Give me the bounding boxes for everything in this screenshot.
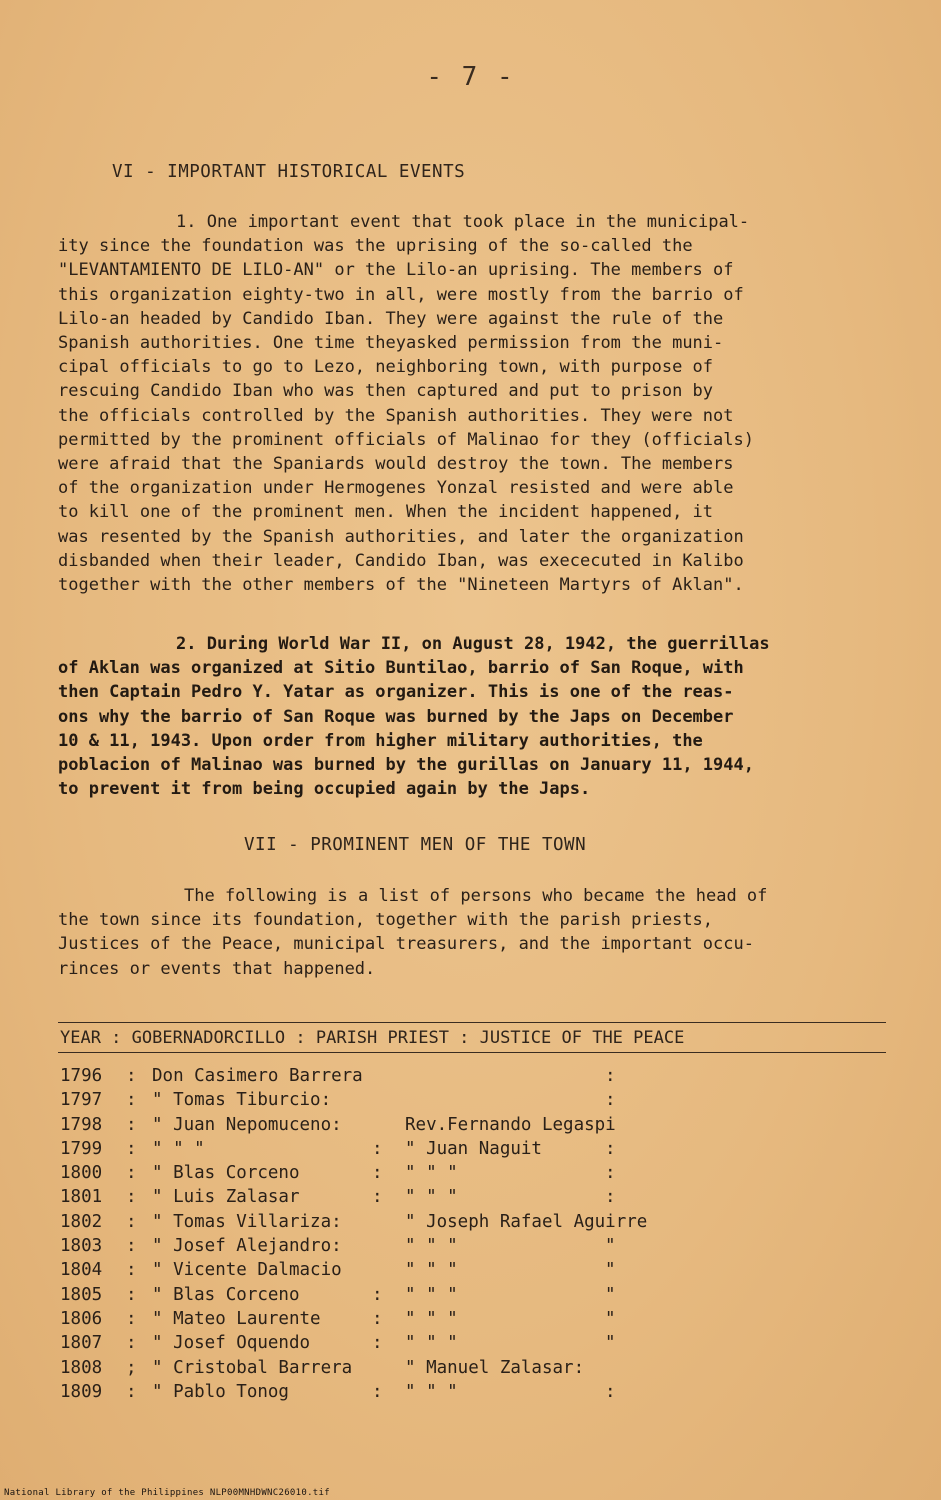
parish-priest-cell: " " "	[405, 1284, 458, 1305]
parish-priest-cell: " " "	[405, 1333, 458, 1354]
parish-priest-cell: Rev.Fernando Legaspi	[405, 1114, 616, 1135]
section-heading-prominent-men: VII - PROMINENT MEN OF THE TOWN	[244, 835, 587, 855]
parish-priest-cell: " Joseph Rafael Aguirre	[405, 1211, 648, 1232]
gobernadorcillo-cell: " Luis Zalasar	[152, 1187, 300, 1208]
gobernadorcillo-cell: " Mateo Laurente	[152, 1308, 321, 1329]
gobernadorcillo-cell: " " "	[152, 1138, 205, 1159]
parish-priest-cell: " " "	[405, 1236, 458, 1257]
table-row: 1809 : " Pablo Tonog : " " " :	[60, 1381, 616, 1402]
table-row: 1808 ; " Cristobal Barrera " Manuel Zalasar:	[60, 1357, 585, 1378]
parish-priest-cell: " Manuel Zalasar:	[405, 1357, 585, 1378]
table-header-rule	[58, 1052, 886, 1053]
table-top-rule	[58, 1022, 886, 1023]
year-cell: 1801	[60, 1187, 103, 1208]
gobernadorcillo-cell: " Blas Corceno	[152, 1284, 300, 1305]
year-cell: 1797	[60, 1090, 103, 1111]
table-header: YEAR : GOBERNADORCILLO : PARISH PRIEST : JUSTICE OF THE PEACE	[60, 1028, 685, 1048]
parish-priest-cell: " " "	[405, 1163, 458, 1184]
gobernadorcillo-cell: " Cristobal Barrera	[152, 1357, 353, 1378]
year-cell: 1800	[60, 1163, 103, 1184]
parish-priest-cell: " " "	[405, 1260, 458, 1281]
parish-priest-cell: " " "	[405, 1381, 458, 1402]
section-heading-historical-events: VI - IMPORTANT HISTORICAL EVENTS	[112, 162, 466, 182]
year-cell: 1798	[60, 1114, 103, 1135]
year-cell: 1806	[60, 1308, 103, 1329]
table-row: 1799 : " " " : " Juan Naguit :	[60, 1138, 616, 1159]
year-cell: 1802	[60, 1211, 103, 1232]
table-row: 1800 : " Blas Corceno : " " " :	[60, 1163, 616, 1184]
parish-priest-cell: " " "	[405, 1187, 458, 1208]
year-cell: 1805	[60, 1284, 103, 1305]
gobernadorcillo-cell: " Juan Nepomuceno:	[152, 1114, 342, 1135]
gobernadorcillo-cell: " Vicente Dalmacio	[152, 1260, 342, 1281]
gobernadorcillo-cell: " Josef Alejandro:	[152, 1236, 342, 1257]
year-cell: 1803	[60, 1236, 103, 1257]
paragraph-lilo-an-uprising: 1. One important event that took place in the municipal- ity since the foundation was the uprising of the so-called the "LEVANTAMIENTO DE LILO-AN" or the Lilo-an uprising. The members of this organization eighty-two in all, were mostly from the barrio of Lilo-an headed by Candido Iban. They were against the rule of the Spanish authorities. One time theyasked permission from the muni- cipal officials to go to Lezo, neighboring town, with purpose of rescuing Candido Iban who was then captured and put to prison by the officials controlled by the Spanish authorities. They were not permitted by the prominent officials of Malinao for they (officials) were afraid that the Spaniards would destroy the town. The members of the organization under Hermogenes Yonzal resisted and were able to kill one of the prominent men. When the incident happened, it was resented by the Spanish authorities, and later the organization disbanded when their leader, Candido Iban, was exececuted in Kalibo together with the other members of the "Nineteen Martyrs of Aklan".	[58, 212, 754, 596]
parish-priest-cell: " " "	[405, 1308, 458, 1329]
gobernadorcillo-cell: " Blas Corceno	[152, 1163, 300, 1184]
paragraph-list-intro: The following is a list of persons who became the head of the town since its foundation, together with the parish priests, Justices of the Peace, municipal treasurers, and the important occu- rinces or events that happened.	[58, 886, 768, 979]
table-row: 1802 : " Tomas Villariza: " Joseph Rafael Aguirre	[60, 1211, 648, 1232]
year-cell: 1799	[60, 1138, 103, 1159]
table-row: 1798 : " Juan Nepomuceno: Rev.Fernando Legaspi	[60, 1114, 616, 1135]
gobernadorcillo-cell: " Tomas Villariza:	[152, 1211, 342, 1232]
table-row: 1805 : " Blas Corceno : " " " "	[60, 1284, 616, 1305]
parish-priest-cell: " Juan Naguit	[405, 1138, 542, 1159]
year-cell: 1804	[60, 1260, 103, 1281]
table-row: 1803 : " Josef Alejandro: " " " "	[60, 1236, 616, 1257]
year-cell: 1796	[60, 1066, 103, 1086]
table-row: 1806 : " Mateo Laurente : " " " "	[60, 1308, 616, 1329]
paragraph-world-war-ii: 2. During World War II, on August 28, 1942, the guerrillas of Aklan was organized at Sitio Buntilao, barrio of San Roque, with then Captain Pedro Y. Yatar as organizer. This is one of the reas- ons why the barrio of San Roque was burned by the Japs on December 10 & 11, 1943. Upon order from higher military authorities, the poblacion of Malinao was burned by the gurillas on January 11, 1944, to prevent it from being occupied again by the Japs.	[58, 634, 770, 800]
table-row: 1804 : " Vicente Dalmacio " " " "	[60, 1260, 616, 1281]
table-row: 1807 : " Josef Oquendo : " " " "	[60, 1333, 616, 1354]
year-cell: 1807	[60, 1333, 103, 1354]
year-cell: 1808	[60, 1357, 103, 1378]
table-row: 1797 : " Tomas Tiburcio: :	[60, 1090, 616, 1111]
gobernadorcillo-cell: " Tomas Tiburcio:	[152, 1090, 332, 1111]
gobernadorcillo-cell: " Pablo Tonog	[152, 1381, 289, 1402]
table-row: 1801 : " Luis Zalasar : " " " :	[60, 1187, 616, 1208]
officials-table	[60, 1066, 888, 1406]
page-number: - 7 -	[426, 62, 515, 92]
gobernadorcillo-cell: " Josef Oquendo	[152, 1333, 311, 1354]
gobernadorcillo-cell: Don Casimero Barrera	[152, 1066, 363, 1086]
table-row: 1796 : Don Casimero Barrera :	[60, 1066, 616, 1086]
year-cell: 1809	[60, 1381, 103, 1402]
archive-footer: National Library of the Philippines NLP00MNHDWNC26010.tif	[4, 1488, 330, 1498]
